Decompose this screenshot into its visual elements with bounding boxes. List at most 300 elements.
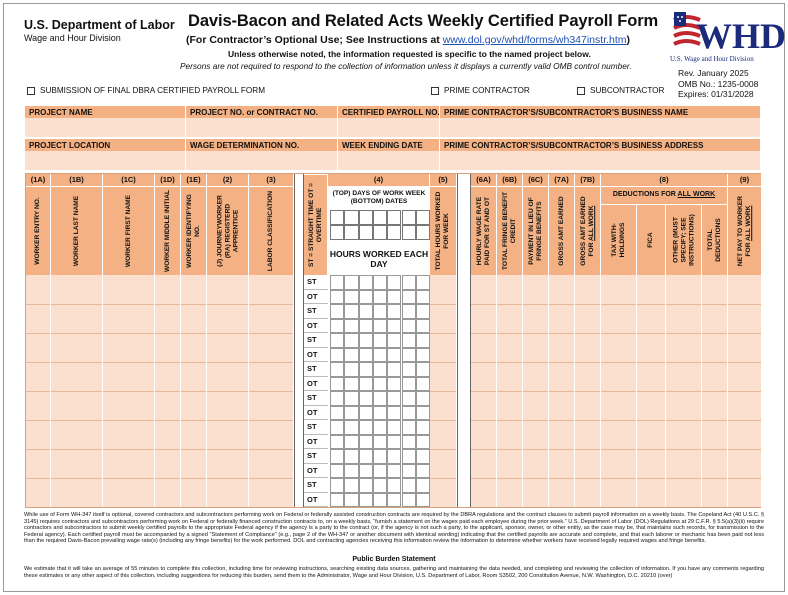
row-divider bbox=[430, 362, 456, 363]
row-divider bbox=[430, 304, 456, 305]
row-type-ot: OT bbox=[304, 493, 328, 508]
column-c7b-cells[interactable] bbox=[575, 275, 600, 507]
row-divider bbox=[666, 304, 701, 305]
column-c1e-cells[interactable] bbox=[181, 275, 206, 507]
hours-cell[interactable] bbox=[402, 406, 416, 421]
column-c1d-number: (1D) bbox=[155, 174, 181, 186]
hours-cell[interactable] bbox=[373, 391, 387, 406]
date-cell[interactable] bbox=[344, 225, 358, 240]
hours-cell[interactable] bbox=[402, 435, 416, 450]
row-type-st: ST bbox=[304, 304, 328, 319]
hours-cell[interactable] bbox=[402, 391, 416, 406]
wage-determination-field[interactable] bbox=[186, 151, 338, 170]
hours-cell[interactable] bbox=[416, 275, 430, 290]
row-divider bbox=[497, 391, 522, 392]
hours-cell[interactable] bbox=[330, 464, 344, 479]
row-divider bbox=[575, 391, 600, 392]
column-c7a-cells[interactable] bbox=[549, 275, 574, 507]
column-c1b-cells[interactable] bbox=[51, 275, 102, 507]
hours-cell[interactable] bbox=[387, 406, 401, 421]
hours-cell[interactable] bbox=[387, 435, 401, 450]
row-divider bbox=[181, 449, 206, 450]
week-ending-date-field[interactable] bbox=[338, 151, 440, 170]
row-divider bbox=[181, 420, 206, 421]
date-cell[interactable] bbox=[373, 225, 387, 240]
row-divider bbox=[181, 391, 206, 392]
row-divider bbox=[575, 304, 600, 305]
hours-cell[interactable] bbox=[373, 406, 387, 421]
row-divider bbox=[51, 420, 102, 421]
hours-worked-label: HOURS WORKED EACH DAY bbox=[328, 245, 430, 275]
hours-cell[interactable] bbox=[359, 348, 373, 363]
date-cell[interactable] bbox=[359, 225, 373, 240]
row-divider bbox=[207, 420, 248, 421]
hours-cell[interactable] bbox=[402, 304, 416, 319]
hours-cell[interactable] bbox=[402, 333, 416, 348]
row-divider bbox=[51, 333, 102, 334]
hours-cell[interactable] bbox=[373, 348, 387, 363]
deduction-other-cells[interactable] bbox=[666, 275, 701, 507]
row-divider bbox=[666, 420, 701, 421]
row-divider bbox=[601, 333, 636, 334]
date-cell[interactable] bbox=[402, 225, 416, 240]
row-divider bbox=[207, 478, 248, 479]
row-divider bbox=[549, 449, 574, 450]
row-divider bbox=[637, 449, 665, 450]
row-divider bbox=[471, 449, 496, 450]
row-divider bbox=[249, 478, 293, 479]
hours-cell[interactable] bbox=[416, 333, 430, 348]
column-c6c-cells[interactable] bbox=[523, 275, 548, 507]
week-ending-date-label: WEEK ENDING DATE bbox=[338, 139, 440, 151]
hours-cell[interactable] bbox=[359, 319, 373, 334]
hours-cell[interactable] bbox=[344, 464, 358, 479]
hours-cell[interactable] bbox=[402, 478, 416, 493]
hours-cell[interactable] bbox=[387, 290, 401, 305]
hours-cell[interactable] bbox=[330, 420, 344, 435]
hours-cell[interactable] bbox=[359, 290, 373, 305]
row-divider bbox=[471, 391, 496, 392]
subcontractor-label: SUBCONTRACTOR bbox=[590, 86, 665, 95]
hours-cell[interactable] bbox=[344, 348, 358, 363]
hours-cell[interactable] bbox=[359, 333, 373, 348]
hours-cell[interactable] bbox=[402, 290, 416, 305]
hours-cell[interactable] bbox=[373, 449, 387, 464]
row-divider bbox=[601, 362, 636, 363]
hours-cell[interactable] bbox=[344, 304, 358, 319]
hours-cell[interactable] bbox=[373, 319, 387, 334]
row-divider bbox=[637, 333, 665, 334]
row-type-ot: OT bbox=[304, 348, 328, 363]
hours-cell[interactable] bbox=[344, 420, 358, 435]
hours-cell[interactable] bbox=[373, 333, 387, 348]
column-c6a-label: HOURLY WAGE RATE PAID FOR ST AND OT bbox=[475, 196, 491, 266]
logo-caption: U.S. Wage and Hour Division bbox=[670, 55, 754, 63]
st-ot-header bbox=[304, 174, 328, 275]
hours-cell[interactable] bbox=[359, 391, 373, 406]
hours-cell[interactable] bbox=[373, 420, 387, 435]
date-cell[interactable] bbox=[330, 225, 344, 240]
row-divider bbox=[26, 449, 50, 450]
hours-cell[interactable] bbox=[402, 493, 416, 508]
hours-cell[interactable] bbox=[402, 362, 416, 377]
row-type-ot: OT bbox=[304, 290, 328, 305]
hours-cell[interactable] bbox=[387, 348, 401, 363]
hours-cell[interactable] bbox=[402, 420, 416, 435]
column-c6a-number: (6A) bbox=[471, 174, 497, 186]
row-divider bbox=[249, 420, 293, 421]
hours-cell[interactable] bbox=[416, 348, 430, 363]
hours-cell[interactable] bbox=[359, 377, 373, 392]
deductions-header bbox=[601, 186, 728, 204]
hours-cell[interactable] bbox=[344, 435, 358, 450]
hours-cell[interactable] bbox=[416, 478, 430, 493]
hours-cell[interactable] bbox=[387, 362, 401, 377]
day-of-week-cell[interactable] bbox=[387, 210, 401, 225]
hours-cell[interactable] bbox=[330, 449, 344, 464]
subcontractor-checkbox-row[interactable] bbox=[577, 86, 664, 95]
column-c5-header bbox=[430, 186, 457, 275]
day-of-week-cell[interactable] bbox=[344, 210, 358, 225]
row-divider bbox=[523, 449, 548, 450]
hours-cell[interactable] bbox=[387, 319, 401, 334]
row-divider bbox=[155, 449, 180, 450]
column-c9-label bbox=[737, 189, 753, 273]
hours-cell[interactable] bbox=[330, 290, 344, 305]
row-divider bbox=[549, 478, 574, 479]
final-submission-label: SUBMISSION OF FINAL DBRA CERTIFIED PAYROLL FORM bbox=[40, 86, 266, 95]
hours-cell[interactable] bbox=[416, 449, 430, 464]
column-c6a-header bbox=[471, 186, 497, 275]
business-address-label: PRIME CONTRACTOR’S/SUBCONTRACTOR’S BUSINESS ADDRESS bbox=[440, 139, 761, 151]
hours-cell[interactable] bbox=[387, 377, 401, 392]
deduction-total-label: TOTAL DEDUCTIONS bbox=[706, 218, 722, 262]
hours-cell[interactable] bbox=[330, 333, 344, 348]
hours-cell[interactable] bbox=[330, 391, 344, 406]
column-c1b-header bbox=[51, 186, 103, 275]
day-of-week-cell[interactable] bbox=[359, 210, 373, 225]
row-divider bbox=[497, 449, 522, 450]
column-c7b-label-emphasis: ALL WORK bbox=[587, 205, 595, 241]
hours-cell[interactable] bbox=[387, 493, 401, 508]
hours-cell[interactable] bbox=[359, 420, 373, 435]
deduction-total-header bbox=[702, 204, 728, 275]
column-c5-number: (5) bbox=[430, 174, 457, 186]
hours-cell[interactable] bbox=[416, 377, 430, 392]
column-c7b-header bbox=[575, 186, 601, 275]
column-c2-cells[interactable] bbox=[207, 275, 248, 507]
row-divider bbox=[207, 304, 248, 305]
row-divider bbox=[103, 362, 154, 363]
column-c2-label: (J) JOURNEYWORKER (RA) REGISTERD APPRENTICE bbox=[215, 195, 239, 267]
row-divider bbox=[181, 478, 206, 479]
hours-cell[interactable] bbox=[416, 304, 430, 319]
column-c6c-label: PAYMENT IN LIEU OF FRINGE BENEFITS bbox=[527, 197, 543, 265]
day-of-week-cell[interactable] bbox=[373, 210, 387, 225]
row-divider bbox=[430, 391, 456, 392]
hours-cell[interactable] bbox=[344, 362, 358, 377]
row-type-st: ST bbox=[304, 275, 328, 290]
hours-cell[interactable] bbox=[330, 406, 344, 421]
hours-cell[interactable] bbox=[387, 333, 401, 348]
row-divider bbox=[702, 333, 727, 334]
hours-cell[interactable] bbox=[387, 464, 401, 479]
hours-cell[interactable] bbox=[373, 290, 387, 305]
subtitle-suffix: ) bbox=[626, 34, 631, 46]
row-divider bbox=[601, 420, 636, 421]
hours-cell[interactable] bbox=[402, 319, 416, 334]
hours-cell[interactable] bbox=[402, 275, 416, 290]
row-type-ot: OT bbox=[304, 319, 328, 334]
day-of-week-cell[interactable] bbox=[416, 210, 430, 225]
column-c9-label-emphasis: ALL WORK bbox=[744, 205, 752, 241]
column-c1d-cells[interactable] bbox=[155, 275, 180, 507]
hours-cell[interactable] bbox=[344, 478, 358, 493]
hours-cell[interactable] bbox=[387, 478, 401, 493]
hours-cell[interactable] bbox=[359, 464, 373, 479]
deduction-other-label: OTHER (MUST SPECIFY; SEE INSTRUCTIONS) bbox=[671, 214, 695, 266]
project-no-field[interactable] bbox=[186, 118, 338, 137]
hours-cell[interactable] bbox=[344, 391, 358, 406]
form-subtitle bbox=[186, 34, 630, 46]
row-divider bbox=[549, 304, 574, 305]
prime-contractor-checkbox-row[interactable] bbox=[431, 86, 530, 95]
row-divider bbox=[523, 478, 548, 479]
hours-cell[interactable] bbox=[330, 304, 344, 319]
row-divider bbox=[666, 362, 701, 363]
column-c7a-number: (7A) bbox=[549, 174, 575, 186]
hours-cell[interactable] bbox=[359, 304, 373, 319]
deduction-tax-label: TAX WITH-HOLDINGS bbox=[610, 222, 626, 258]
row-divider bbox=[155, 304, 180, 305]
row-divider bbox=[702, 362, 727, 363]
row-divider bbox=[103, 333, 154, 334]
row-type-ot: OT bbox=[304, 464, 328, 479]
row-divider bbox=[637, 304, 665, 305]
column-c4-number: (4) bbox=[328, 174, 430, 186]
hours-cell[interactable] bbox=[416, 391, 430, 406]
column-c1b-number: (1B) bbox=[51, 174, 103, 186]
deduction-fica-cells[interactable] bbox=[637, 275, 665, 507]
row-divider bbox=[207, 333, 248, 334]
hours-cell[interactable] bbox=[330, 435, 344, 450]
row-type-st: ST bbox=[304, 478, 328, 493]
hours-cell[interactable] bbox=[344, 290, 358, 305]
hours-cell[interactable] bbox=[330, 348, 344, 363]
column-c5-cells[interactable] bbox=[430, 275, 456, 507]
certified-payroll-no-field[interactable] bbox=[338, 118, 440, 137]
row-divider bbox=[497, 362, 522, 363]
hours-cell[interactable] bbox=[359, 493, 373, 508]
row-divider bbox=[549, 362, 574, 363]
hours-cell[interactable] bbox=[344, 449, 358, 464]
column-c6b-cells[interactable] bbox=[497, 275, 522, 507]
row-divider bbox=[666, 478, 701, 479]
column-c1a-header bbox=[26, 186, 51, 275]
deductions-label-text: DEDUCTIONS FOR bbox=[612, 191, 678, 198]
hours-cell[interactable] bbox=[402, 348, 416, 363]
hours-cell[interactable] bbox=[359, 449, 373, 464]
days-dates-label: (TOP) DAYS OF WORK WEEK (BOTTOM) DATES bbox=[328, 188, 430, 208]
column-separator bbox=[294, 174, 304, 507]
row-divider bbox=[637, 391, 665, 392]
row-divider bbox=[103, 391, 154, 392]
instructions-link[interactable]: www.dol.gov/whd/forms/wh347instr.htm bbox=[442, 34, 627, 46]
column-c7a-label: GROSS AMT EARNED bbox=[557, 196, 565, 266]
business-address-field[interactable] bbox=[440, 151, 761, 170]
hours-cell[interactable] bbox=[344, 377, 358, 392]
hours-cell[interactable] bbox=[330, 478, 344, 493]
deduction-tax-cells[interactable] bbox=[601, 275, 636, 507]
specific-project-note: Unless otherwise noted, the information requested is specific to the named project below. bbox=[228, 49, 591, 59]
row-divider bbox=[249, 449, 293, 450]
hours-cell[interactable] bbox=[402, 377, 416, 392]
date-cell[interactable] bbox=[416, 225, 430, 240]
row-divider bbox=[51, 391, 102, 392]
hours-cell[interactable] bbox=[330, 377, 344, 392]
hours-cell[interactable] bbox=[344, 319, 358, 334]
hours-cell[interactable] bbox=[373, 493, 387, 508]
hours-cell[interactable] bbox=[373, 478, 387, 493]
row-divider bbox=[702, 449, 727, 450]
column-c6a-cells[interactable] bbox=[471, 275, 496, 507]
row-divider bbox=[728, 420, 761, 421]
project-name-field[interactable] bbox=[25, 118, 186, 137]
day-of-week-cell[interactable] bbox=[402, 210, 416, 225]
subtitle-prefix: (For Contractor’s Optional Use; See Instructions at bbox=[186, 34, 443, 46]
hours-cell[interactable] bbox=[330, 319, 344, 334]
row-divider bbox=[471, 333, 496, 334]
hours-cell[interactable] bbox=[359, 478, 373, 493]
hours-cell[interactable] bbox=[344, 493, 358, 508]
row-type-st: ST bbox=[304, 391, 328, 406]
hours-cell[interactable] bbox=[359, 435, 373, 450]
row-divider bbox=[471, 478, 496, 479]
column-c3-cells[interactable] bbox=[249, 275, 293, 507]
hours-cell[interactable] bbox=[387, 420, 401, 435]
burden-statement-title: Public Burden Statement bbox=[352, 556, 436, 563]
hours-cell[interactable] bbox=[344, 333, 358, 348]
row-divider bbox=[575, 333, 600, 334]
row-divider bbox=[666, 391, 701, 392]
hours-cell[interactable] bbox=[387, 304, 401, 319]
row-divider bbox=[103, 449, 154, 450]
row-divider bbox=[637, 478, 665, 479]
column-c6b-label: TOTAL FRINGE BENEFIT CREDIT bbox=[501, 191, 517, 271]
row-divider bbox=[26, 391, 50, 392]
hours-cell[interactable] bbox=[330, 362, 344, 377]
burden-statement bbox=[24, 566, 764, 579]
column-c2-header bbox=[207, 186, 249, 275]
hours-cell[interactable] bbox=[416, 435, 430, 450]
row-divider bbox=[155, 391, 180, 392]
hours-cell[interactable] bbox=[416, 290, 430, 305]
row-divider bbox=[51, 449, 102, 450]
hours-cell[interactable] bbox=[373, 275, 387, 290]
row-divider bbox=[497, 420, 522, 421]
project-info-grid bbox=[25, 106, 761, 170]
column-c9-cells[interactable] bbox=[728, 275, 761, 507]
row-type-st: ST bbox=[304, 362, 328, 377]
column-c1a-cells[interactable] bbox=[26, 275, 50, 507]
hours-cell[interactable] bbox=[373, 304, 387, 319]
row-divider bbox=[249, 391, 293, 392]
project-location-field[interactable] bbox=[25, 151, 186, 170]
column-c3-header bbox=[249, 186, 294, 275]
hours-cell[interactable] bbox=[359, 362, 373, 377]
date-cell[interactable] bbox=[387, 225, 401, 240]
hours-cell[interactable] bbox=[416, 362, 430, 377]
hours-cell[interactable] bbox=[373, 435, 387, 450]
deduction-fica-header bbox=[637, 204, 666, 275]
omb-number: OMB No.: 1235-0008 bbox=[678, 78, 759, 89]
hours-cell[interactable] bbox=[402, 464, 416, 479]
hours-cell[interactable] bbox=[387, 449, 401, 464]
prime-contractor-checkbox[interactable] bbox=[431, 87, 439, 95]
column-c8-number: (8) bbox=[601, 174, 728, 186]
agency-name: U.S. Department of Labor bbox=[24, 18, 175, 32]
subcontractor-checkbox[interactable] bbox=[577, 87, 585, 95]
hours-cell[interactable] bbox=[359, 406, 373, 421]
hours-cell[interactable] bbox=[330, 275, 344, 290]
logo-text: WHD bbox=[696, 16, 786, 56]
row-divider bbox=[549, 391, 574, 392]
burden-statement-text: We estimate that it will take an average of 55 minutes to complete this collection, including time for reviewing instructions, searching existing data sources, gathering and maintaining the data needed, and completing and reviewing the collection of information. If you have any comments regarding these estimates or any other aspect of this collection, including suggestions for reducing this burden, send them to the Administrator, Wage and Hour Division, U.S. Department of Labor, Room S3502, 200 Constitution Avenue, N.W. Washington, D.C. 20210 bbox=[24, 566, 764, 579]
row-divider bbox=[702, 478, 727, 479]
hours-cell[interactable] bbox=[416, 464, 430, 479]
column-c1c-cells[interactable] bbox=[103, 275, 154, 507]
column-c6c-number: (6C) bbox=[523, 174, 549, 186]
row-type-st: ST bbox=[304, 420, 328, 435]
day-of-week-cell[interactable] bbox=[330, 210, 344, 225]
final-submission-checkbox[interactable] bbox=[27, 87, 35, 95]
row-divider bbox=[575, 449, 600, 450]
hours-cell[interactable] bbox=[402, 449, 416, 464]
hours-cell[interactable] bbox=[387, 275, 401, 290]
hours-cell[interactable] bbox=[373, 464, 387, 479]
revision-date: Rev. January 2025 bbox=[678, 68, 749, 78]
column-c7b-number: (7B) bbox=[575, 174, 601, 186]
hours-cell[interactable] bbox=[373, 377, 387, 392]
hours-cell[interactable] bbox=[359, 275, 373, 290]
row-divider bbox=[575, 478, 600, 479]
row-divider bbox=[155, 478, 180, 479]
hours-cell[interactable] bbox=[416, 420, 430, 435]
row-type-st: ST bbox=[304, 333, 328, 348]
hours-cell[interactable] bbox=[387, 391, 401, 406]
column-c9-number: (9) bbox=[728, 174, 762, 186]
row-divider bbox=[51, 304, 102, 305]
column-c3-number: (3) bbox=[249, 174, 294, 186]
hours-cell[interactable] bbox=[416, 406, 430, 421]
project-no-label: PROJECT NO. or CONTRACT NO. bbox=[186, 106, 338, 118]
row-divider bbox=[181, 362, 206, 363]
business-name-field[interactable] bbox=[440, 118, 761, 137]
hours-cell[interactable] bbox=[330, 493, 344, 508]
form-title: Davis-Bacon and Related Acts Weekly Certified Payroll Form bbox=[188, 12, 659, 30]
hours-cell[interactable] bbox=[416, 319, 430, 334]
hours-cell[interactable] bbox=[373, 362, 387, 377]
hours-cell[interactable] bbox=[344, 406, 358, 421]
column-separator bbox=[457, 174, 471, 507]
final-submission-checkbox-row[interactable] bbox=[27, 86, 265, 95]
row-type-st: ST bbox=[304, 449, 328, 464]
hours-cell[interactable] bbox=[344, 275, 358, 290]
deduction-total-cells[interactable] bbox=[702, 275, 727, 507]
business-name-label: PRIME CONTRACTOR’S/SUBCONTRACTOR’S BUSINESS NAME bbox=[440, 106, 761, 118]
over-indicator: (over) bbox=[657, 572, 673, 579]
hours-cell[interactable] bbox=[416, 493, 430, 508]
